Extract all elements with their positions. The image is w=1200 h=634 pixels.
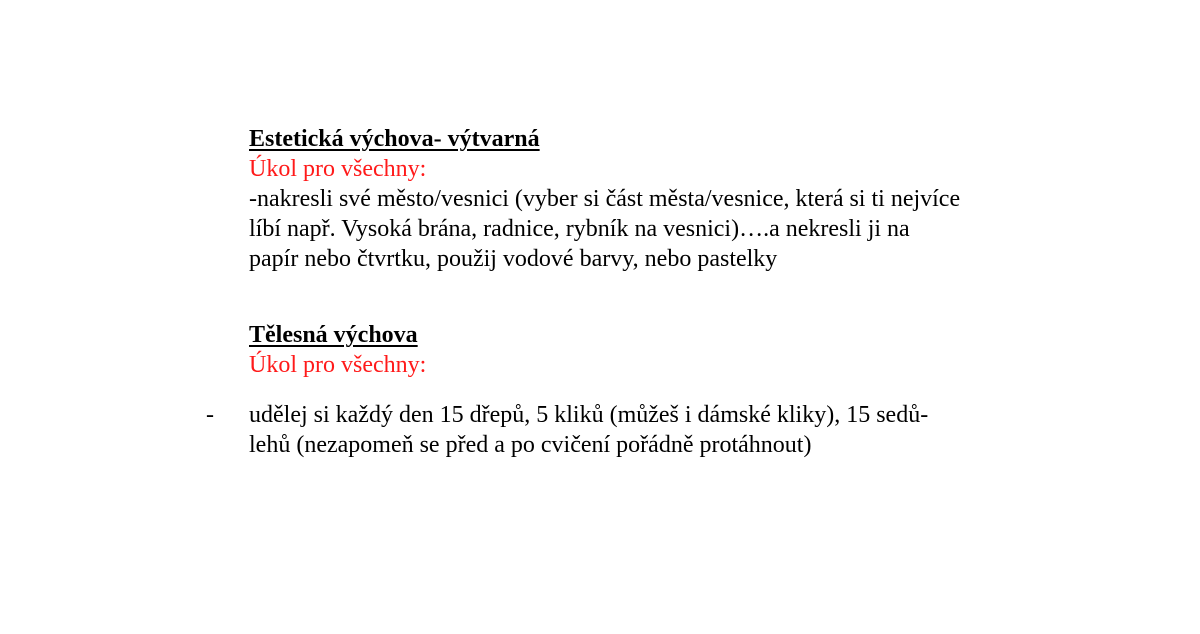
section-heading: Estetická výchova- výtvarná <box>249 126 540 152</box>
bullet-line: udělej si každý den 15 dřepů, 5 kliků (můžeš i dámské kliky), 15 sedů- <box>249 402 929 428</box>
section-heading: Tělesná výchova <box>249 322 418 348</box>
task-label: Úkol pro všechny: <box>249 352 427 378</box>
bullet-line: lehů (nezapomeň se před a po cvičení pořádně protáhnout) <box>249 432 812 458</box>
bullet-marker: - <box>206 402 214 428</box>
paragraph-line: -nakresli své město/vesnici (vyber si část města/vesnice, která si ti nejvíce <box>249 186 961 212</box>
task-label: Úkol pro všechny: <box>249 156 427 182</box>
paragraph-line: papír nebo čtvrtku, použij vodové barvy, nebo pastelky <box>249 246 778 272</box>
paragraph-line: líbí např. Vysoká brána, radnice, rybník na vesnici)….a nekresli ji na <box>249 216 910 242</box>
bullet-list-item <box>249 400 928 460</box>
section-physical-education <box>249 320 426 380</box>
section-art-education <box>249 124 960 274</box>
